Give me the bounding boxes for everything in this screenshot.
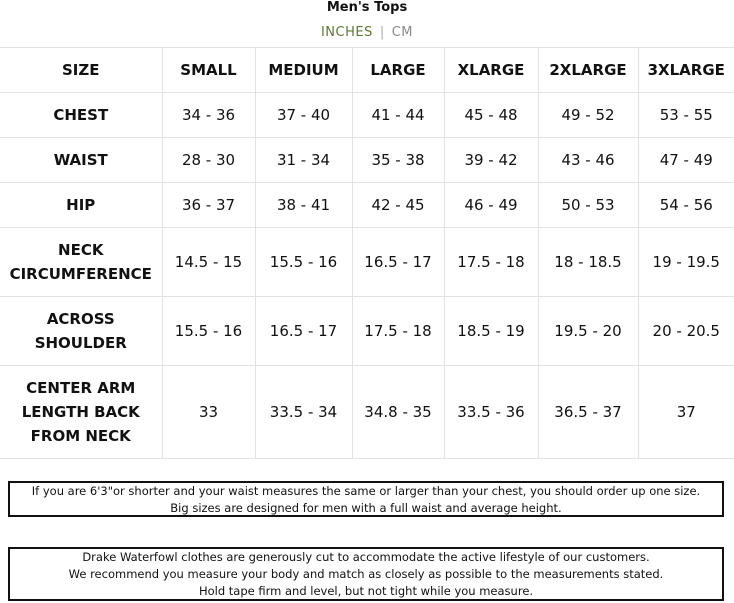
table-header-row xyxy=(0,48,734,93)
unit-separator: | xyxy=(379,25,385,40)
page-title: Men's Tops xyxy=(326,0,408,15)
table-cell: 33.5 - 36 xyxy=(444,366,538,459)
header-cell: SIZE xyxy=(0,48,162,93)
header-cell: LARGE xyxy=(352,48,444,93)
note-line: Big sizes are designed for men with a full waist and average height. xyxy=(170,501,562,515)
table-cell: 34 - 36 xyxy=(162,93,255,138)
table-row xyxy=(0,297,734,366)
header-cell: XLARGE xyxy=(444,48,538,93)
note-line: If you are 6'3"or shorter and your waist measures the same or larger than your chest, you should order up one size. xyxy=(31,484,701,498)
header-cell: 2XLARGE xyxy=(538,48,638,93)
size-chart-table xyxy=(0,47,734,459)
table-cell: 38 - 41 xyxy=(255,183,352,228)
table-cell: 33 xyxy=(162,366,255,459)
table-row xyxy=(0,366,734,459)
note-line: We recommend you measure your body and match as closely as possible to the measurements stated. xyxy=(68,567,664,581)
table-cell: 17.5 - 18 xyxy=(444,228,538,297)
table-cell: 37 - 40 xyxy=(255,93,352,138)
unit-cm-tab[interactable]: CM xyxy=(391,25,414,40)
unit-toggle xyxy=(0,24,734,42)
fit-note-box xyxy=(8,481,724,517)
table-cell: 46 - 49 xyxy=(444,183,538,228)
table-cell: 36 - 37 xyxy=(162,183,255,228)
table-cell: 18 - 18.5 xyxy=(538,228,638,297)
table-cell: 45 - 48 xyxy=(444,93,538,138)
unit-inches-tab[interactable]: INCHES xyxy=(320,25,373,40)
row-label: ACROSS SHOULDER xyxy=(0,297,162,366)
table-cell: 15.5 - 16 xyxy=(255,228,352,297)
row-label: CHEST xyxy=(0,93,162,138)
table-cell: 50 - 53 xyxy=(538,183,638,228)
table-cell: 20 - 20.5 xyxy=(638,297,734,366)
table-cell: 16.5 - 17 xyxy=(255,297,352,366)
table-cell: 19 - 19.5 xyxy=(638,228,734,297)
header-cell: SMALL xyxy=(162,48,255,93)
table-cell: 17.5 - 18 xyxy=(352,297,444,366)
table-cell: 49 - 52 xyxy=(538,93,638,138)
table-cell: 19.5 - 20 xyxy=(538,297,638,366)
row-label: HIP xyxy=(0,183,162,228)
table-cell: 16.5 - 17 xyxy=(352,228,444,297)
table-row xyxy=(0,93,734,138)
row-label: WAIST xyxy=(0,138,162,183)
row-label: NECK CIRCUMFERENCE xyxy=(0,228,162,297)
table-cell: 15.5 - 16 xyxy=(162,297,255,366)
table-cell: 53 - 55 xyxy=(638,93,734,138)
table-cell: 47 - 49 xyxy=(638,138,734,183)
table-cell: 41 - 44 xyxy=(352,93,444,138)
table-cell: 31 - 34 xyxy=(255,138,352,183)
note-line: Drake Waterfowl clothes are generously cut to accommodate the active lifestyle of our customers. xyxy=(82,550,650,564)
measuring-note-box xyxy=(8,547,724,601)
table-cell: 36.5 - 37 xyxy=(538,366,638,459)
note-line: Hold tape firm and level, but not tight while you measure. xyxy=(198,584,534,598)
table-cell: 35 - 38 xyxy=(352,138,444,183)
table-row xyxy=(0,228,734,297)
table-cell: 37 xyxy=(638,366,734,459)
table-cell: 34.8 - 35 xyxy=(352,366,444,459)
table-row xyxy=(0,138,734,183)
table-cell: 42 - 45 xyxy=(352,183,444,228)
table-row xyxy=(0,183,734,228)
row-label: CENTER ARM LENGTH BACK FROM NECK xyxy=(0,366,162,459)
table-cell: 33.5 - 34 xyxy=(255,366,352,459)
header-cell: MEDIUM xyxy=(255,48,352,93)
table-cell: 43 - 46 xyxy=(538,138,638,183)
table-cell: 28 - 30 xyxy=(162,138,255,183)
table-cell: 18.5 - 19 xyxy=(444,297,538,366)
header-cell: 3XLARGE xyxy=(638,48,734,93)
table-cell: 54 - 56 xyxy=(638,183,734,228)
table-cell: 14.5 - 15 xyxy=(162,228,255,297)
table-cell: 39 - 42 xyxy=(444,138,538,183)
